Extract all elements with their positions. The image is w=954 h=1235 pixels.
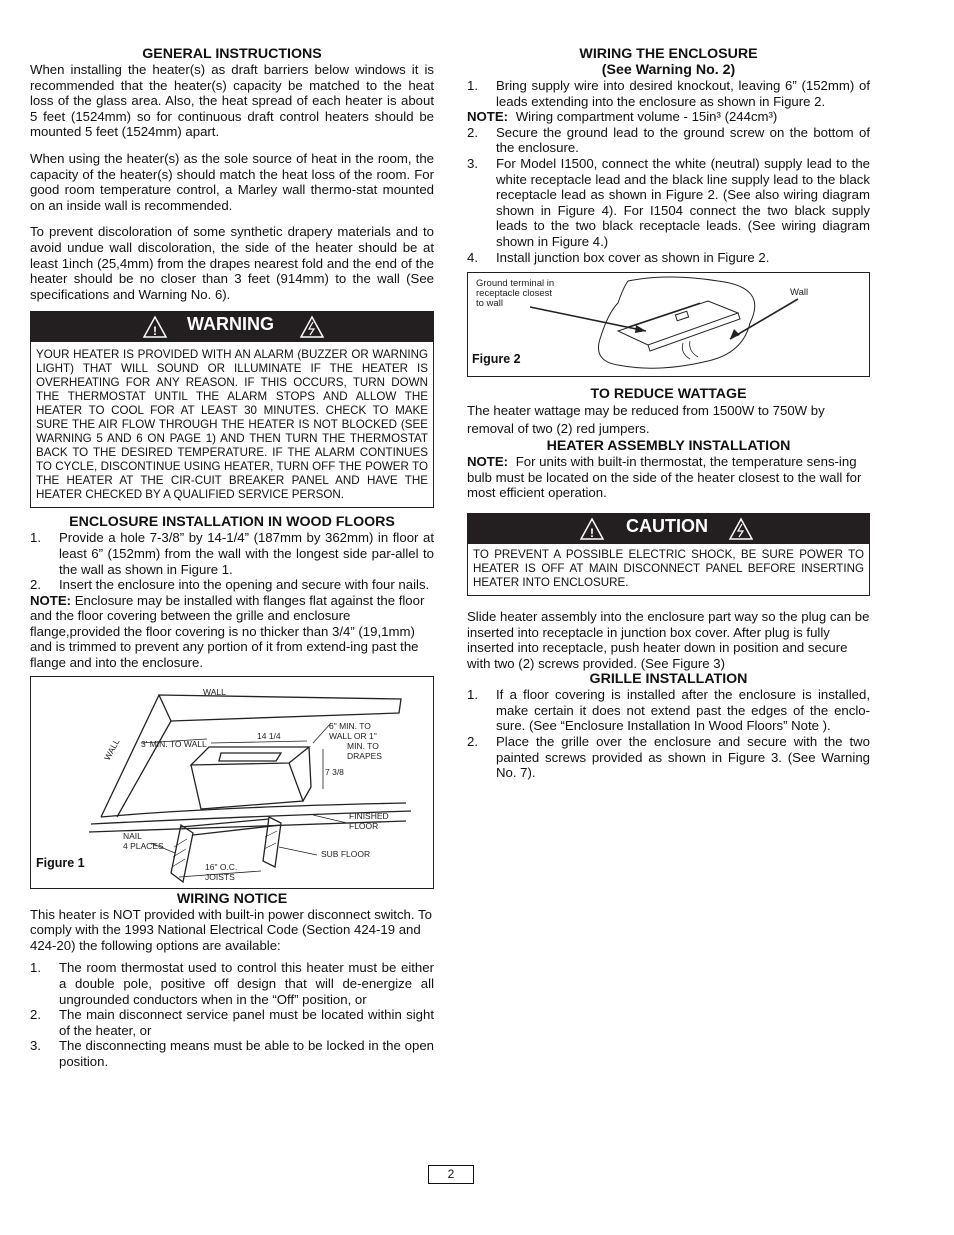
fig1-min6-line2: WALL OR 1" (329, 730, 377, 741)
fig1-finished1: FINISHED (349, 810, 389, 821)
figure-2 (467, 272, 870, 377)
list-item: 4. Install junction box cover as shown in Figure 2. (467, 249, 770, 265)
junction-box-diagram (468, 273, 869, 376)
heater-assembly-heading: HEATER ASSEMBLY INSTALLATION (546, 438, 791, 455)
wiring-enclosure-heading: WIRING THE ENCLOSURE (579, 46, 758, 62)
slide-heater-paragraph: Slide heater assembly into the enclosure part way so the plug can be inserted into receptacle in junction box cover. After plug is fully inserted into receptacle, push heater down in position and secure with two (2) screws provided. (See Figure 3) (467, 608, 870, 671)
warning-text: YOUR HEATER IS PROVIDED WITH AN ALARM (BUZZER OR WARNING LIGHT) THAT WILL SOUND OR ILLUMINATE IF THE HEATER IS OVERHEATING FOR ANY REASON. IF THIS OCCURS, TURN DOWN THE THERMOSTAT UNTIL THE ALARM STOPS AND ALLOW THE HEATER TO COOL FOR AT LEAST 30 MINUTES. CHECK TO MAKE SURE THE AIR FLOW THROUGH THE HEATER IS NOT BLOCKED (SEE WARNING 5 AND 6 ON PAGE 1) AND THEN TURN THE THERMOSTAT BACK TO THE DESIRED TEMPERATURE. IF THE ALARM CONTINUES TO CYCLE, DISCONTINUE USING HEATER, TURN OFF THE POWER TO THE HEATER AT THE CIR-CUIT BREAKER PANEL AND HAVE THE HEATER CHECKED BY A QUALIFIED SERVICE PERSON. (36, 348, 428, 502)
caution-banner (468, 514, 869, 544)
enclosure-note (30, 593, 434, 671)
electric-shock-icon (728, 517, 754, 541)
list-item: 1. The room thermostat used to control this heater must be either a double pole, positive off design that will de-energize all ungrounded conductors when in the “Off” position, or (30, 960, 434, 1007)
fig2-ground-line2: receptacle closest (476, 288, 553, 300)
fig2-wall-label: Wall (790, 287, 809, 299)
general-instructions-heading: GENERAL INSTRUCTIONS (142, 46, 322, 62)
wiring-notice-paragraph: This heater is NOT provided with built-in power disconnect switch. To comply with the 1993 National Electrical Code (Section 424-19 and 424-20) the following options are available: (30, 906, 432, 953)
fig1-min6-line1: 6" MIN. TO (329, 720, 371, 731)
fig1-dim-width: 14 1/4 (257, 730, 281, 741)
list-item: 3. The disconnecting means must be able to be locked in the open position. (30, 1038, 434, 1069)
list-item: 2. Secure the ground lead to the ground screw on the bottom of the enclosure. (467, 124, 870, 156)
fig1-nail1: NAIL (123, 830, 142, 841)
fig1-min6-line4: DRAPES (347, 750, 382, 761)
note-text: Enclosure may be installed with flanges flat against the floor and the floor covering between the grille and enclosure flange,provided the floor covering is no thicker than 3/4” (19,1mm) and is trimmed to prevent any portion of it from extend-ing past the flange and into the enclosure. (30, 592, 425, 671)
right-column (467, 46, 870, 781)
wiring-enclosure-list-b (467, 125, 870, 265)
figure-1-label: Figure 1 (36, 855, 85, 870)
wiring-enclosure-list-a (467, 78, 870, 109)
grille-installation-heading: GRILLE INSTALLATION (589, 671, 748, 688)
list-item: 1. Bring supply wire into desired knockout, leaving 6” (152mm) of leads extending into the enclosure as shown in Figure 2. (467, 78, 870, 109)
note-text: For units with built-in thermostat, the temperature sens-ing bulb must be located on the side of the heater closest to the wall for most efficient operation. (467, 454, 862, 501)
fig2-ground-line3: to wall (476, 298, 503, 310)
grille-list (467, 687, 870, 781)
figure-2-label: Figure 2 (472, 352, 521, 367)
note-label: NOTE: (467, 454, 509, 470)
electric-shock-icon (299, 315, 325, 339)
list-item: 1. If a floor covering is installed after the enclosure is installed, make certain it does not extend past the edges of the enclo-sure. (See “Enclosure Installation In Wood Floors” Note ). (467, 687, 870, 734)
caution-text: TO PREVENT A POSSIBLE ELECTRIC SHOCK, BE SURE POWER TO HEATER IS OFF AT MAIN DISCONNECT PANEL BEFORE INSERTING HEATER INTO ENCLOSURE. (473, 547, 864, 589)
wiring-notice-heading: WIRING NOTICE (176, 890, 288, 907)
warning-banner (31, 312, 433, 342)
floor-enclosure-diagram (31, 677, 433, 888)
fig1-nail2: 4 PLACES (123, 840, 164, 851)
fig1-subfloor: SUB FLOOR (321, 848, 371, 859)
note-text: Wiring compartment volume - 15in³ (244cm³) (515, 109, 778, 125)
fig1-dim-depth: 7 3/8 (325, 766, 344, 777)
wiring-enclosure-subheading: (See Warning No. 2) (601, 62, 736, 78)
warning-title: WARNING (187, 314, 274, 335)
reduce-wattage-text: The heater wattage may be reduced from 1500W to 750W by removal of two (2) red jumpers. (467, 403, 825, 437)
figure-1 (30, 676, 434, 889)
general-paragraph-1: When installing the heater(s) as draft barriers below windows it is recommended that the heater(s) capacity be matched to the heat loss of the glass area. Also, the heat spread of each heater is about 5 feet (1524mm) so for continuous draft control heaters should be mounted 5 feet (1524mm) apart. (30, 62, 434, 140)
fig1-finished2: FLOOR (349, 820, 379, 831)
alert-triangle-icon (142, 315, 168, 339)
general-paragraph-2: When using the heater(s) as the sole source of heat in the room, the capacity of the heater(s) should match the heat loss of the room. For good room temperature control, a Marley wall thermo-stat mounted on an inside wall is recommended. (30, 150, 434, 213)
reduce-wattage-heading: TO REDUCE WATTAGE (590, 386, 747, 403)
enclosure-steps-list (30, 530, 434, 592)
enclosure-installation-heading: ENCLOSURE INSTALLATION IN WOOD FLOORS (69, 514, 395, 531)
fig1-min-to-wall: 3' MIN. TO WALL (141, 738, 207, 749)
wiring-notice-list (30, 960, 434, 1069)
fig1-wall-label: WALL (203, 686, 226, 697)
list-item: 1. Provide a hole 7-3/8” by 14-1/4” (187mm by 362mm) in floor at least 6” (152mm) from the wall with the longest side par-allel to the wall as shown in Figure 1. (30, 530, 434, 577)
fig1-min6-line3: MIN. TO (347, 740, 379, 751)
list-item: 2. The main disconnect service panel must be located within sight of the heater, or (30, 1007, 434, 1038)
fig1-wall-side-label: WALL (101, 736, 122, 762)
general-paragraph-3: To prevent discoloration of some synthetic drapery materials and to avoid undue wall discoloration, the side of the heater should be at least 1inch (25,4mm) from the drapes nearest fold and the end of the heater should be no closer than 3 feet (914mm) to the wall (See specifications and Warning No. 6). (30, 224, 434, 302)
left-column (30, 46, 434, 1070)
list-item: 3. For Model I1500, connect the white (neutral) supply lead to the white receptacle lead and the black line supply lead to the black receptacle lead as shown in Figure 2. (See also wiring diagram shown in Figure 4). For I1504 connect the two black supply leads to the two black receptacle leads. (See wiring diagram shown in Figure 4.) (467, 155, 870, 249)
warning-box (30, 311, 434, 508)
fig1-joists2: JOISTS (205, 871, 235, 882)
svg-text:!: ! (590, 525, 594, 540)
assembly-note (467, 454, 870, 501)
list-item: 2. Insert the enclosure into the opening and secure with four nails. (30, 577, 430, 593)
note-label: NOTE: (30, 592, 72, 608)
wiring-note (467, 109, 870, 125)
note-label: NOTE: (467, 109, 509, 125)
list-item: 2. Place the grille over the enclosure and secure with the two painted screws provided as shown in Figure 3. (See Warning No. 7). (467, 734, 870, 781)
alert-triangle-icon (579, 517, 605, 541)
fig1-joists1: 16" O.C. (205, 861, 238, 872)
caution-title: CAUTION (626, 515, 708, 536)
svg-text:!: ! (153, 324, 157, 339)
caution-box (467, 513, 870, 596)
page-number: 2 (428, 1165, 474, 1184)
fig2-ground-line1: Ground terminal in (476, 278, 555, 290)
